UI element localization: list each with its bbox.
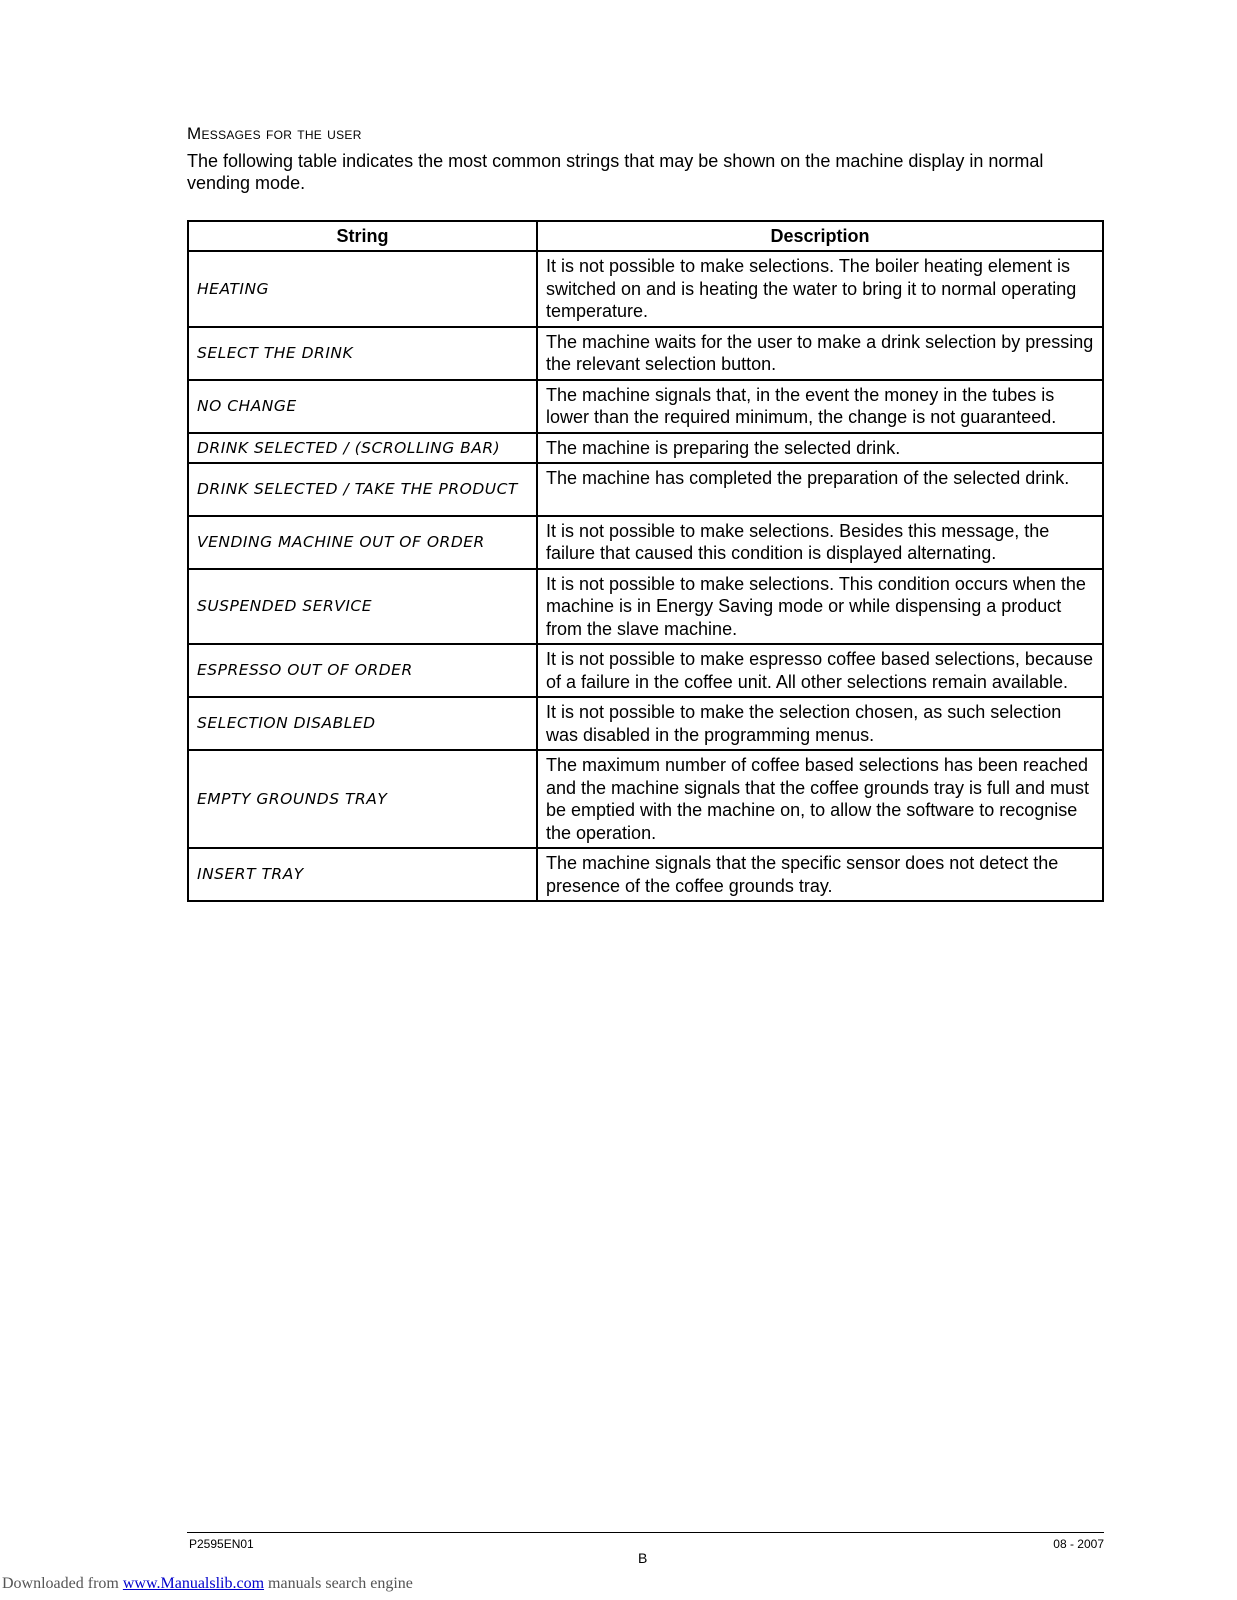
- display-string: EMPTY GROUNDS TRAY: [188, 750, 537, 848]
- table-row: [188, 463, 1103, 516]
- display-string: VENDING MACHINE OUT OF ORDER: [188, 516, 537, 569]
- footer-divider: [187, 1532, 1104, 1533]
- table-row: [188, 848, 1103, 901]
- table-row: [188, 516, 1103, 569]
- display-string: INSERT TRAY: [188, 848, 537, 901]
- string-description: The maximum number of coffee based selections has been reached and the machine signals that the coffee grounds tray is full and must be emptied with the machine on, to allow the software to recognise the operation.: [537, 750, 1103, 848]
- table-row: [188, 750, 1103, 848]
- display-string: NO CHANGE: [188, 380, 537, 433]
- table-row: [188, 433, 1103, 464]
- table-row: [188, 697, 1103, 750]
- watermark-prefix: Downloaded from: [2, 1575, 123, 1592]
- table-header-row: [188, 221, 1103, 251]
- string-description: The machine waits for the user to make a drink selection by pressing the relevant selection button.: [537, 327, 1103, 380]
- document-code: P2595EN01: [189, 1537, 254, 1551]
- document-date: 08 - 2007: [1053, 1537, 1104, 1551]
- display-string: DRINK SELECTED / (SCROLLING BAR): [188, 433, 537, 464]
- table-row: [188, 380, 1103, 433]
- string-description: It is not possible to make selections. The boiler heating element is switched on and is heating the water to bring it to normal operating temperature.: [537, 251, 1103, 327]
- string-description: The machine signals that the specific sensor does not detect the presence of the coffee grounds tray.: [537, 848, 1103, 901]
- display-string: SUSPENDED SERVICE: [188, 569, 537, 645]
- display-string: HEATING: [188, 251, 537, 327]
- display-string: SELECTION DISABLED: [188, 697, 537, 750]
- table-row: [188, 644, 1103, 697]
- display-string: DRINK SELECTED / TAKE THE PRODUCT: [188, 463, 537, 516]
- download-watermark: [2, 1575, 413, 1593]
- display-string: ESPRESSO OUT OF ORDER: [188, 644, 537, 697]
- intro-paragraph: The following table indicates the most common strings that may be shown on the machine display in normal vending mode.: [187, 151, 1044, 193]
- messages-table: [187, 220, 1104, 902]
- table-row: [188, 251, 1103, 327]
- string-description: The machine is preparing the selected drink.: [537, 433, 1103, 464]
- display-string: SELECT THE DRINK: [188, 327, 537, 380]
- manualslib-link[interactable]: www.Manualslib.com: [122, 1575, 265, 1592]
- string-description: It is not possible to make espresso coffee based selections, because of a failure in the coffee unit. All other selections remain available.: [537, 644, 1103, 697]
- watermark-suffix: manuals search engine: [264, 1575, 413, 1592]
- table-row: [188, 327, 1103, 380]
- section-title: Messages for the user: [187, 124, 362, 143]
- string-description: It is not possible to make selections. Besides this message, the failure that caused this condition is displayed alternating.: [537, 516, 1103, 569]
- header-string: String: [188, 221, 537, 251]
- string-description: It is not possible to make the selection chosen, as such selection was disabled in the programming menus.: [537, 697, 1103, 750]
- string-description: It is not possible to make selections. This condition occurs when the machine is in Energy Saving mode or while dispensing a product from the slave machine.: [537, 569, 1103, 645]
- string-description: The machine has completed the preparation of the selected drink.: [537, 463, 1103, 516]
- header-description: Description: [537, 221, 1103, 251]
- page-number: B: [638, 1550, 648, 1566]
- table-row: [188, 569, 1103, 645]
- string-description: The machine signals that, in the event the money in the tubes is lower than the required minimum, the change is not guaranteed.: [537, 380, 1103, 433]
